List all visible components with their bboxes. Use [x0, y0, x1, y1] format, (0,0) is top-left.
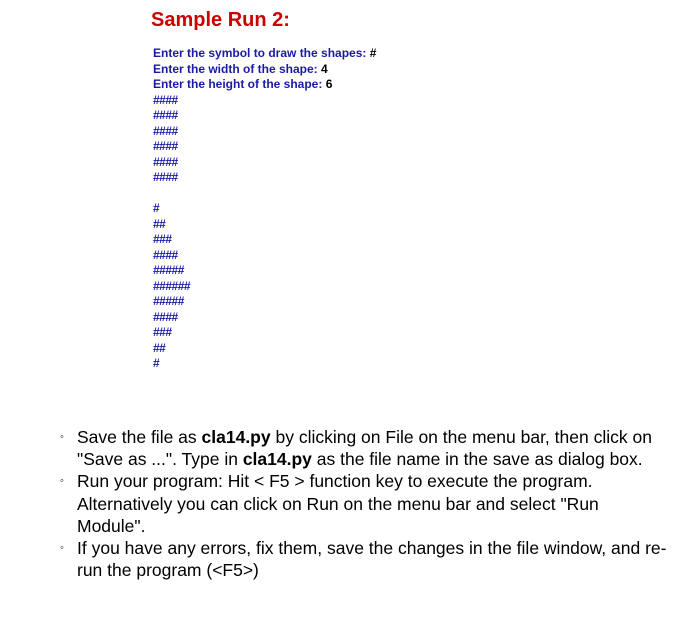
triangle-row: #	[153, 356, 160, 370]
instruction-text: Save the file as	[77, 427, 202, 447]
triangle-row: #####	[153, 294, 184, 308]
instruction-list	[60, 426, 670, 581]
filename-text: cla14.py	[242, 449, 312, 470]
prompt-label: Enter the width of the shape:	[153, 61, 322, 76]
rectangle-row: ####	[153, 154, 178, 169]
triangle-row: ###	[153, 325, 172, 339]
instruction-text: by clicking on File on the menu bar, then click on "Save as ...". Type in	[77, 427, 652, 470]
instruction-text: If you have any errors, fix them, save the changes in the file window, and re-run the program (<F5>)	[77, 538, 667, 581]
triangle-row: ######	[153, 278, 191, 293]
instruction-text: as the file name in the save as dialog box.	[311, 449, 643, 470]
prompt-symbol	[153, 46, 376, 62]
prompt-value: #	[369, 46, 377, 60]
instruction-run-program	[60, 470, 670, 537]
triangle-row: ###	[153, 232, 172, 246]
triangle-row: ####	[153, 247, 178, 262]
triangle-row: ####	[153, 309, 178, 324]
rectangle-row: ####	[153, 170, 178, 184]
rectangle-shape	[153, 93, 376, 186]
prompt-label: Enter the height of the shape:	[153, 77, 326, 91]
prompt-value: 6	[325, 77, 333, 91]
triangle-row: ##	[153, 216, 166, 231]
triangle-row: #####	[153, 263, 184, 277]
blank-line	[153, 186, 376, 202]
rectangle-row: ####	[153, 123, 178, 138]
triangle-row: ##	[153, 340, 166, 355]
prompt-height	[153, 77, 376, 93]
instruction-fix-errors	[60, 537, 670, 581]
rectangle-row: ####	[153, 139, 178, 153]
sample-run-heading: Sample Run 2:	[151, 9, 290, 31]
instruction-text: Run your program: Hit < F5 > function key to execute the program. Alternatively you can click on Run on the menu bar and select "Run Module".	[77, 471, 599, 536]
instruction-save-file	[60, 426, 670, 470]
triangle-shape	[153, 201, 376, 372]
console-output	[153, 46, 376, 372]
prompt-width	[153, 62, 376, 78]
filename-text: cla14.py	[201, 427, 271, 447]
prompt-value: 4	[321, 61, 328, 76]
prompt-label: Enter the symbol to draw the shapes:	[153, 46, 370, 60]
rectangle-row: ####	[153, 108, 178, 122]
triangle-row: #	[153, 201, 160, 215]
rectangle-row: ####	[153, 92, 178, 107]
